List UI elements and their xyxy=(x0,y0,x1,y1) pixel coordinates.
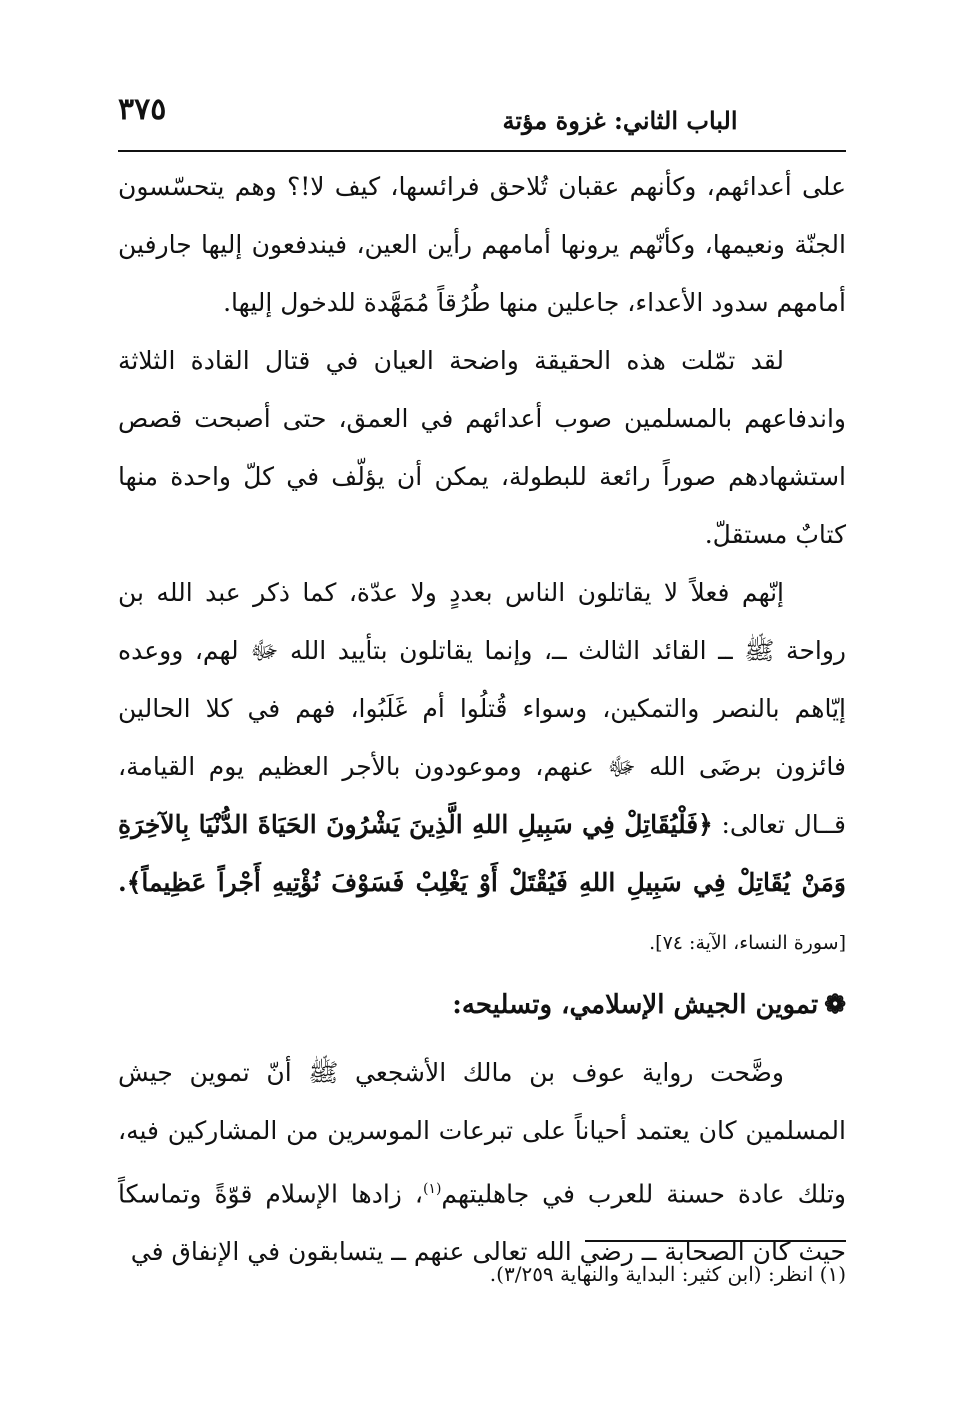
paragraph-3-text: إنّهم فعلاً لا يقاتلون الناس بعددٍ ولا عدّة، كما ذكر عبد الله بن رواحة ﷺ ــ القائد الثالث ــ، وإنما يقاتلون بتأييد الله ﷻ لهم، ووعده إيّاهم بالنصر والتمكين، وسواء قُتلُوا أم غَلَبُوا، فهم في كلا الحالين فائزون برضَى الله ﷻ عنهم، وموعودون بالأجر العظيم يوم القيامة، قــال تعالى: xyxy=(118,578,846,839)
section-heading xyxy=(118,976,846,1034)
footnote-marker: (١) xyxy=(422,1181,442,1197)
flower-ornament-icon: ❁ xyxy=(824,990,846,1020)
paragraph-4-text-a: وضَّحت رواية عوف بن مالك الأشجعي ﷺ أنّ تموين جيش المسلمين كان يعتمد أحياناً على تبرعات الموسرين من المشاركين فيه، وتلك عادة حسنة للعرب في جاهليتهم xyxy=(118,1058,847,1209)
footnote: (١) انظر: (ابن كثير: البداية والنهاية ٣/٢٥٩). xyxy=(489,1262,846,1286)
running-title: الباب الثاني: غزوة مؤتة xyxy=(502,106,738,135)
page-number: ٣٧٥ xyxy=(118,92,167,127)
paragraph-3 xyxy=(118,564,846,972)
quran-reference: [سورة النساء، الآية: ٧٤]. xyxy=(649,932,846,954)
body-text xyxy=(118,158,846,1281)
paragraph-2: لقد تمّلت هذه الحقيقة واضحة العيان في قتال القادة الثلاثة واندفاعهم بالمسلمين صوب أعدائهم في العمق، حتى أصبحت قصص استشهادهم صوراً رائعة للبطولة، يمكن أن يؤلّف في كلّ واحدة منها كتابٌ مستقلّ. xyxy=(118,346,846,549)
paragraph-4 xyxy=(118,1044,846,1281)
footnote-rule xyxy=(585,1240,846,1242)
section-heading-text: تموين الجيش الإسلامي، وتسليحه: xyxy=(452,990,819,1020)
paragraph-1: على أعدائهم، وكأنهم عقبان تُلاحق فرائسها، كيف لا!؟ وهم يتحسّسون الجنّة ونعيمها، وكأنّهم يرونها أمامهم رأين العين، فيندفعون إليها جارفين أمامهم سدود الأعداء، جاعلين منها طُرُقاً مُمَهَّدة للدخول إليها. xyxy=(118,172,846,317)
header-rule xyxy=(118,150,846,152)
paragraph-4-text-b: ، زادها الإسلام قوّةً وتماسكاً حيث كان الصحابة ــ رضي الله تعالى عنهم ــ يتسابقون في الإنفاق في xyxy=(118,1179,846,1267)
quran-verse: ﴿فَلْيُقَاتِلْ فِي سَبِيلِ اللهِ الَّذِينَ يَشْرُونَ الحَيَاةَ الدُّنْيَا بِالآخِرَةِ وَمَنْ يُقَاتِلْ فِي سَبِيلِ اللهِ فَيُقْتَلْ أَوْ يَغْلِبْ فَسَوْفَ نُؤْتِيهِ أَجْراً عَظِيماً﴾. xyxy=(118,810,846,897)
